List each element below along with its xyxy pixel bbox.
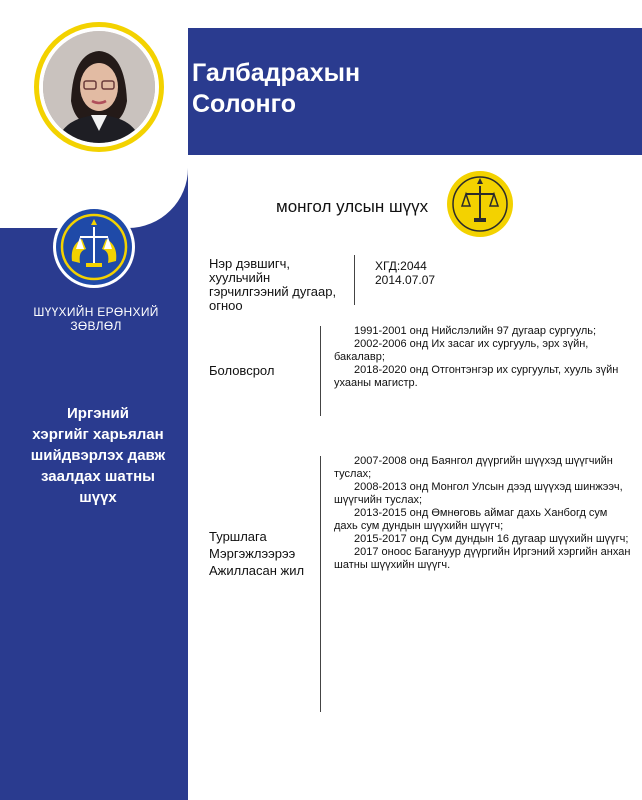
education-list [334, 325, 634, 390]
experience-list [334, 455, 634, 572]
portrait-photo-icon [43, 31, 155, 143]
list-item: 2013-2015 онд Өмнөговь аймаг дахь Ханбогд сум дахь сум дундын шүүхийн шүүгч; [334, 507, 608, 532]
first-name: Галбадрахын [192, 59, 361, 87]
education-label: Боловсрол [209, 363, 275, 378]
profile-photo [34, 22, 164, 152]
last-name: Солонго [192, 90, 296, 118]
list-item: 1991-2001 онд Нийслэлийн 97 дугаар сургууль; [354, 325, 597, 337]
list-item: 2017 оноос Баганууp дүүргийн Иргэний хэргийн анхан шатны шүүхийн шүүгч. [334, 546, 631, 571]
court-name: Иргэний хэргийг харьялан шийдвэрлэх давж заалдах шатны шүүх [30, 405, 166, 506]
council-name: ШҮҮХИЙН ЕРӨНХИЙ ЗӨВЛӨЛ [33, 305, 159, 333]
list-item: 2002-2006 онд Их засаг их сургууль, эрх зүйн, бакалавр; [334, 338, 589, 363]
list-item: 2007-2008 онд Баянгол дүүргийн шүүхэд шүүгчийн туслах; [334, 455, 613, 480]
experience-label: Туршлага Мэргэжлээрээ Ажилласан жил [209, 529, 305, 578]
license-info: ХГД:2044 2014.07.07 [375, 259, 436, 287]
divider [354, 255, 355, 305]
divider [320, 326, 321, 416]
person-name [192, 58, 360, 120]
court-emblem-icon [446, 170, 514, 238]
divider [320, 456, 321, 712]
list-item: 2018-2020 онд Отгонтэнгэр их сургуульт, хууль зүйн ухааны магистр. [334, 364, 619, 389]
list-item: 2008-2013 онд Монгол Улсын дээд шүүхэд шинжээч, шүүгчийн туслах; [334, 481, 623, 506]
court-council-emblem-icon [52, 205, 136, 289]
nomination-label: Нэр дэвшигч, хуульчийн гэрчилгээний дугаар, огноо [209, 256, 337, 313]
page-title: монгол улсын шүүх [276, 197, 429, 216]
list-item: 2015-2017 онд Сум дундын 16 дугаар шүүхийн шүүгч; [354, 533, 629, 545]
